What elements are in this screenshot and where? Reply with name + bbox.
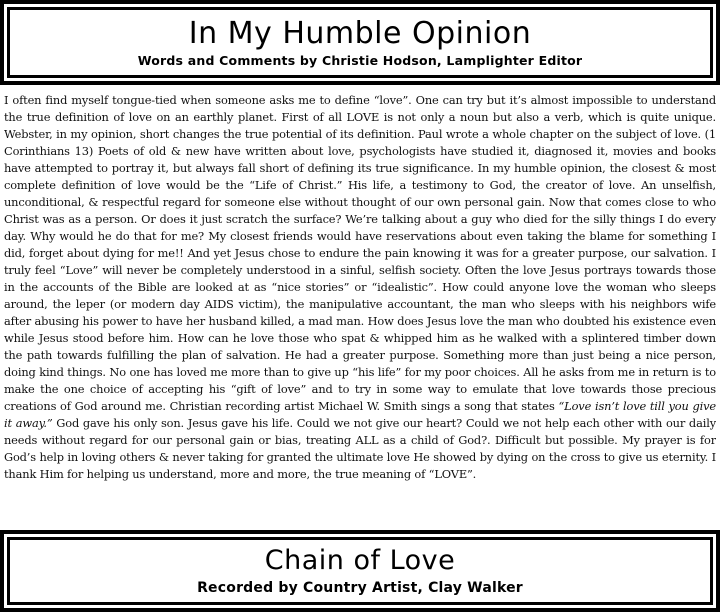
article-text-part-2: God gave his only son. Jesus gave his life. Could we not give our heart? Could we not help each other with our daily needs without regard for our personal gain or bias, treating ALL as a child of God?. Difficult but possible. My prayer is for God’s help in loving others & never taking for granted the ultimate love He showed by dying on the cross to give us eternity. I thank Him for helping us understand, more and more, the true meaning of “LOVE”.	[4, 416, 716, 481]
song-credit: Recorded by Country Artist, Clay Walker	[197, 580, 523, 596]
article-body	[4, 92, 716, 502]
column-header-banner	[0, 0, 720, 85]
article-text-part-1: I often find myself tongue-tied when someone asks me to define “love”. One can try but it’s almost impossible to understand the true definition of love on an earthly planet. First of all LOVE is not only a noun but also a verb, which is quite unique. Webster, in my opinion, short changes the true potential of its definition. Paul wrote a whole chapter on the subject of love. (1 Corinthians 13) Poets of old & new have written about love, psychologists have studied it, diagnosed it, movies and books have attempted to portray it, but always fall short of defining its true significance. In my humble opinion, the closest & most complete definition of love would be the “Life of Christ.” His life, a testimony to God, the creator of love. An unselfish, unconditional, & respectful regard for someone else without thought of our own personal gain. Now that comes close to who Christ was as a person. Or does it just scratch the surface? We’re talking about a guy who died for the silly things I do every day. Why would he do that for me? My closest friends would have reservations about even taking the blame for something I did, forget about dying for me!! And yet Jesus chose to endure the pain knowing it was for a greater purpose, our salvation. I truly feel “Love” will never be completely understood in a sinful, selfish society. Often the love Jesus portrays towards those in the accounts of the Bible are looked at as “nice stories” or “idealistic”. How could anyone love the woman who sleeps around, the leper (or modern day AIDS victim), the manipulative accountant, the man who sleeps with his neighbors wife after abusing his power to have her husband killed, a mad man. How does Jesus love the man who doubted his existence even while Jesus stood before him. How can he love those who spat & whipped him as he walked with a splintered timber down the path towards fulfilling the plan of salvation. He had a greater purpose. Something more than just being a nice person, doing kind things. No one has loved me more than to give up “his life” for my poor choices. All he asks from me in return is to make the one choice of accepting his “gift of love” and to try in some way to emulate that love towards those precious creations of God around me. Christian recording artist Michael W. Smith sings a song that states	[4, 93, 716, 413]
song-title: Chain of Love	[264, 545, 456, 576]
column-byline: Words and Comments by Christie Hodson, Lamplighter Editor	[137, 52, 583, 68]
song-quote: “Love isn’t love till you give it away.”	[4, 399, 716, 430]
column-title: In My Humble Opinion	[188, 15, 532, 51]
song-header-banner	[0, 530, 720, 612]
